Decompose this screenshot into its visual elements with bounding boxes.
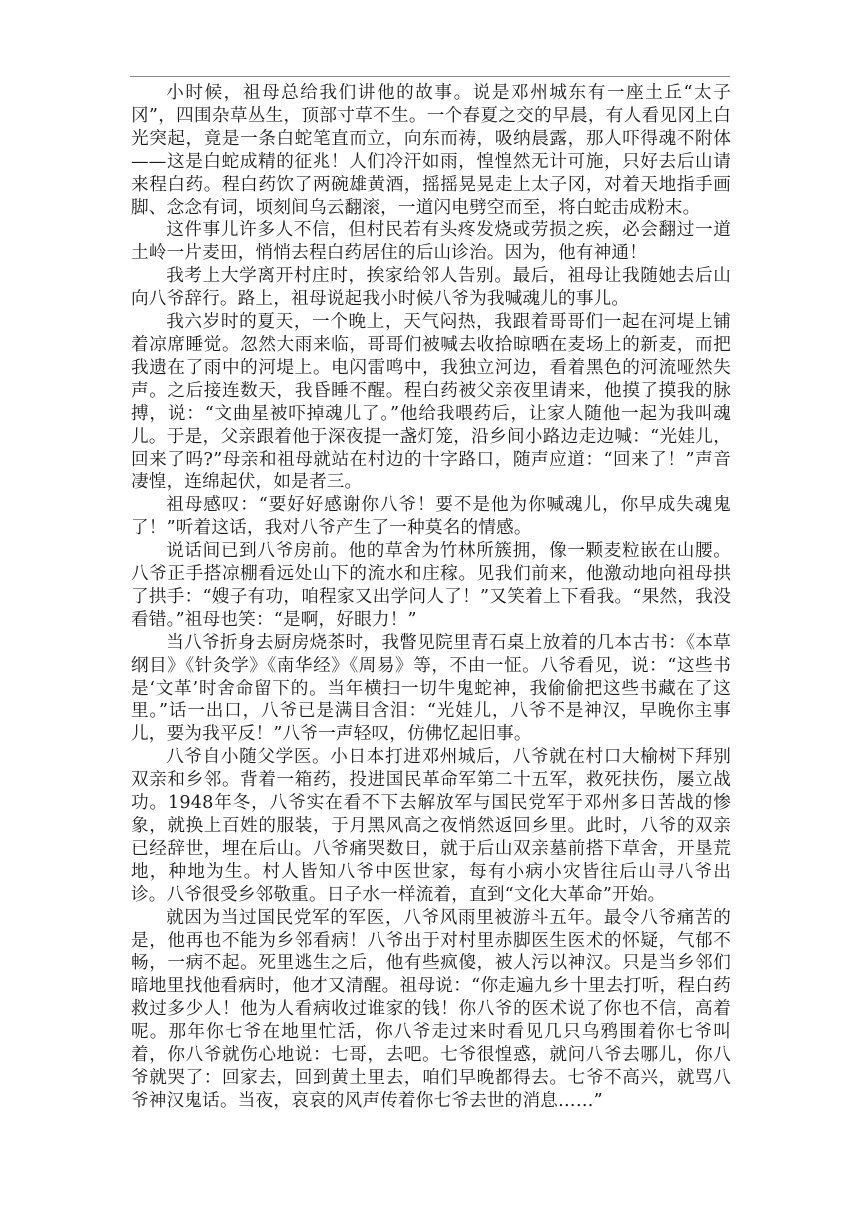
- paragraph: 说话间已到八爷房前。他的草舍为竹林所簇拥，像一颗麦粒嵌在山腰。八爷正手搭凉棚看远处山下的流水和庄稼。见我们前来，他激动地向祖母拱了拱手：“嫂子有功，咱程家又出学问人了！”又笑着上下看我。“果然，我没看错。”祖母也笑：“是啊，好眼力！”: [131, 541, 731, 630]
- paragraph: 这件事儿许多人不信，但村民若有头疼发烧或劳损之疾，必会翻过一道土岭一片麦田，悄悄去程白药居住的后山诊治。因为，他有神通！: [131, 220, 731, 264]
- paragraph: 小时候，祖母总给我们讲他的故事。说是邓州城东有一座土丘“太子冈”，四围杂草丛生，顶部寸草不生。一个春夏之交的早晨，有人看见冈上白光突起，竟是一条白蛇笔直而立，向东而祷，吸纳晨露，那人吓得魂不附体——这是白蛇成精的征兆！人们冷汗如雨，惶惶然无计可施，只好去后山请来程白药。程白药饮了两碗雄黄酒，摇摇晃晃走上太子冈，对着天地指手画脚、念念有词，顷刻间乌云翻滚，一道闪电劈空而至，将白蛇击成粉末。: [131, 83, 731, 218]
- article-body: [131, 82, 731, 1113]
- paragraph: 祖母感叹：“要好好感谢你八爷！要不是他为你喊魂儿，你早成失魂鬼了！”听着这话，我对八爷产生了一种莫名的情感。: [131, 495, 731, 539]
- header-rule: [130, 76, 730, 77]
- paragraph: 八爷自小随父学医。小日本打进邓州城后，八爷就在村口大榆树下拜别双亲和乡邻。背着一箱药，投进国民革命军第二十五军，救死扶伤，屡立战功。1948年冬，八爷实在看不下去解放军与国民党军于邓州多日苦战的惨象，就换上百姓的服装，于月黑风高之夜悄然返回乡里。此时，八爷的双亲已经辞世，埋在后山。八爷痛哭数日，就于后山双亲墓前搭下草舍，开垦荒地，种地为生。村人皆知八爷中医世家，每有小病小灾皆往后山寻八爷出诊。八爷很受乡邻敬重。日子水一样流着，直到“文化大革命”开始。: [131, 747, 731, 905]
- paragraph: 当八爷折身去厨房烧茶时，我瞥见院里青石桌上放着的几本古书：《本草纲目》《针灸学》《南华经》《周易》等，不由一怔。八爷看见，说：“这些书是‘文革’时舍命留下的。当年横扫一切牛鬼蛇神，我偷偷把这些书藏在了这里。”话一出口，八爷已是满目含泪：“光娃儿，八爷不是神汉，早晚你主事儿，要为我平反！”八爷一声轻叹，仿佛忆起旧事。: [131, 632, 731, 745]
- paragraph: 我考上大学离开村庄时，挨家给邻人告别。最后，祖母让我随她去后山向八爷辞行。路上，祖母说起我小时候八爷为我喊魂儿的事儿。: [131, 266, 731, 310]
- paragraph: 就因为当过国民党军的军医，八爷风雨里被游斗五年。最令八爷痛苦的是，他再也不能为乡邻看病！八爷出于对村里赤脚医生医术的怀疑，气郁不畅，一病不起。死里逃生之后，他有些疯傻，被人污以神汉。只是当乡邻们暗地里找他看病时，他才又清醒。祖母说：“你走遍九乡十里去打听，程白药救过多少人！他为人看病收过谁家的钱！你八爷的医术说了你也不信，高着呢。那年你七爷在地里忙活，你八爷走过来时看见几只乌鸦围着你七爷叫着，你八爷就伤心地说：七哥，去吧。七爷很惶惑，就问八爷去哪儿，你八爷就哭了：回家去，回到黄土里去，咱们早晚都得去。七爷不高兴，就骂八爷神汉鬼话。当夜，哀哀的风声传着你七爷去世的消息……”: [131, 907, 731, 1111]
- paragraph: 我六岁时的夏天，一个晚上，天气闷热，我跟着哥哥们一起在河堤上铺着凉席睡觉。忽然大雨来临，哥哥们被喊去收拾晾晒在麦场上的新麦，而把我遗在了雨中的河堤上。电闪雷鸣中，我独立河边，看着黑色的河流哑然失声。之后接连数天，我昏睡不醒。程白药被父亲夜里请来，他摸了摸我的脉搏，说：“文曲星被吓掉魂儿了。”他给我喂药后，让家人随他一起为我叫魂儿。于是，父亲跟着他于深夜提一盏灯笼，沿乡间小路边走边喊：“光娃儿，回来了吗?”母亲和祖母就站在村边的十字路口，随声应道：“回来了！”声音凄惶，连绵起伏，如是者三。: [131, 312, 731, 493]
